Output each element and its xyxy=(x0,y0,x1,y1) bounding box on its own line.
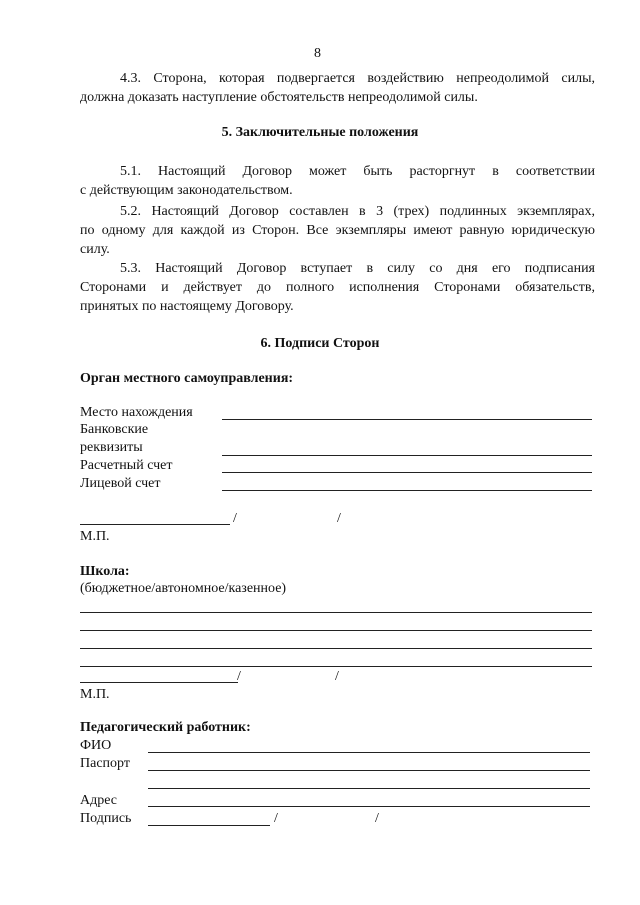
paragraph-5-3-line2: Сторонами и действует до полного исполнения Сторонами обязательств, xyxy=(80,280,595,295)
paragraph-5-3-line3: принятых по настоящему Договору. xyxy=(80,299,294,314)
teacher-slash-1: / xyxy=(274,811,278,826)
school-line-3 xyxy=(80,648,592,649)
page-number: 8 xyxy=(314,46,321,61)
paragraph-5-3-line1: 5.3. Настоящий Договор вступает в силу со дня его подписания xyxy=(120,261,595,276)
fio-label: ФИО xyxy=(80,738,112,753)
passport-line xyxy=(148,770,590,771)
passport-label: Паспорт xyxy=(80,756,130,771)
school-heading: Школа: xyxy=(80,564,130,579)
paragraph-4-3-line2: должна доказать наступление обстоятельств непреодолимой силы. xyxy=(80,90,478,105)
bank-line xyxy=(222,455,592,456)
account-label: Расчетный счет xyxy=(80,458,173,473)
school-subtitle: (бюджетное/автономное/казенное) xyxy=(80,581,287,596)
location-label: Место нахождения xyxy=(80,405,193,420)
teacher-slash-2: / xyxy=(375,811,379,826)
paragraph-5-2-line1: 5.2. Настоящий Договор составлен в 3 (трех) подлинных экземплярах, xyxy=(120,204,595,219)
authority-signature-line xyxy=(80,524,230,525)
section-6-heading: 6. Подписи Сторон xyxy=(260,336,380,351)
account-line xyxy=(222,472,592,473)
authority-heading: Орган местного самоуправления: xyxy=(80,371,294,386)
address-line xyxy=(148,806,590,807)
school-signature-line xyxy=(80,682,238,683)
bank-label-2: реквизиты xyxy=(80,440,143,455)
authority-stamp: М.П. xyxy=(80,529,110,544)
paragraph-4-3-line1: 4.3. Сторона, которая подвергается воздействию непреодолимой силы, xyxy=(120,71,595,86)
passport-line-2 xyxy=(148,788,590,789)
school-slash-2: / xyxy=(335,669,339,684)
school-line-2 xyxy=(80,630,592,631)
authority-slash-1: / xyxy=(233,511,237,526)
paragraph-5-2-line2: по одному для каждой из Сторон. Все экземпляры имеют равную юридическую xyxy=(80,223,595,238)
section-5-heading: 5. Заключительные положения xyxy=(221,125,419,140)
address-label: Адрес xyxy=(80,793,118,808)
signature-label: Подпись xyxy=(80,811,132,826)
school-slash-1: / xyxy=(237,669,241,684)
location-line xyxy=(222,419,592,420)
teacher-heading: Педагогический работник: xyxy=(80,720,251,735)
paragraph-5-1-line1: 5.1. Настоящий Договор может быть расторгнут в соответствии xyxy=(120,164,595,179)
school-line-4 xyxy=(80,666,592,667)
authority-slash-2: / xyxy=(337,511,341,526)
personal-account-line xyxy=(222,490,592,491)
school-line-1 xyxy=(80,612,592,613)
teacher-signature-line xyxy=(148,825,270,826)
fio-line xyxy=(148,752,590,753)
personal-account-label: Лицевой счет xyxy=(80,476,161,491)
paragraph-5-1-line2: с действующим законодательством. xyxy=(80,183,293,198)
bank-label-1: Банковские xyxy=(80,422,149,437)
paragraph-5-2-line3: силу. xyxy=(80,242,110,257)
school-stamp: М.П. xyxy=(80,687,110,702)
